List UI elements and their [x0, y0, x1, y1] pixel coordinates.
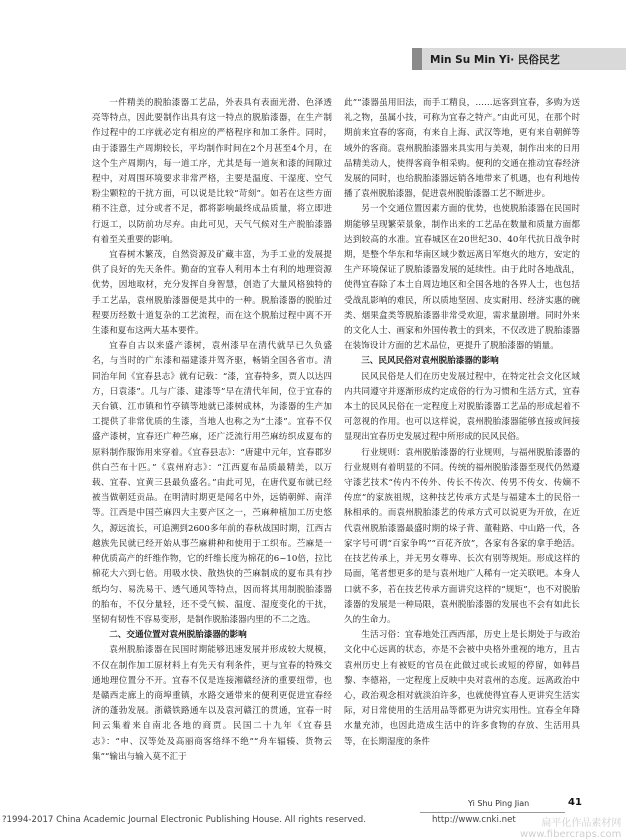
watermark-line: www.fibercraps.com: [520, 829, 622, 840]
section-heading: 三、民风民俗对袁州脱胎漆器的影响: [361, 356, 499, 367]
paragraph: 袁州脱胎漆器在民国时期能够迅速发展并形成较大规模，不仅在制作加工原材料上有先天有利条件，更与宜春的特殊交通地理位置分不开。宜春不仅是连接湘赣经济的重要纽带，也是赣西走廊上的商埠重镇，水路交通带来的便利更促进宜春经济的蓬勃发展。浙赣铁路通车以及袁河赣江的贯通，宜春一时间云集着来自南北各地的商贾。民国二十九年《宜春县志》：“申、汉等处及高丽商客络绎不绝”“舟车辐辏、货物云集”“输出与输入莫不汇于: [92, 645, 332, 762]
header-accent: [412, 48, 422, 70]
website-link[interactable]: http://www.cnki.net: [432, 815, 516, 825]
watermark-line: 扁平化作品素材网: [541, 818, 622, 829]
paragraph: 行业规则：袁州脱胎漆器的行业规则，与福州脱胎漆器的行业规则有着明显的不同。传统的福州脱胎漆器至现代仍然遵守漆艺技术“传内不传外、传长不传次、传男不传女、传嫡不传庶”的家族祖规，这种技艺传承方式是与福建本土的民俗一脉相承的。而袁州脱胎漆艺的传承方式可以说更为开放，在近代袁州脱胎漆器最盛时期的垛子背、董鞋路、中山路一代，各家字号可谓“百家争鸣”“百花齐放”，各家有各家的拿手绝活。在技艺传承上，并无男女尊卑、长次有别等规矩。形成这样的局面，笔者想更多的是与袁州地广人稀有一定关联吧。本身人口就不多，若在技艺传承方面讲究这样的“规矩”，也不对脱胎漆器的发展是一种局限，袁州脱胎漆器的发展也不会有如此长久的生命力。: [344, 447, 580, 625]
section-heading: 二、交通位置对袁州脱胎漆器的影响: [109, 630, 247, 641]
page-number: 41: [568, 797, 582, 808]
left-column: [92, 96, 332, 800]
running-title: Min Su Min Yi· 民俗民艺: [430, 54, 560, 66]
paragraph: 宜春树木繁茂，自然资源及矿藏丰富，为手工业的发展提供了良好的先天条件。勤奋的宜春人利用本土有利的地理资源优势，因地取材，充分发挥自身智慧，创造了大量风格独特的手工艺品，袁州脱胎漆器便是其中的一种。脱胎漆器的脱胎过程要历经数十道复杂的工艺流程，而在这个脱胎过程中离不开生漆和夏布这两大基本要件。: [92, 250, 332, 337]
paragraph: 另一个交通位置因素方面的优势，也使脱胎漆器在民国时期能够呈现繁荣景象，制作出来的工艺品在数量和质量方面都达到较高的水准。宜春城区在20世纪30、40年代抗日战争时期，是整个华东和华南区域少数远离日军炮火的地方，安定的生产环境保证了脱胎漆器发展的延续性。由于此时各地战乱，使得宜春除了本土自周边地区和全国各地的各界人士，也包括受战乱影响的难民，所以质地坚固、皮实耐用、经济实惠的碗类、烟果盒类等脱胎漆器非常受欢迎，需求量剧增。同时外来的文化人士、画家和外国传教士的到来，不仅改进了脱胎漆器在装饰设计方面的艺术品位，更提升了脱胎漆器的销量。: [344, 204, 580, 352]
footer-rule: [420, 812, 565, 813]
paragraph: 生活习俗：宜春地处江西西部，历史上是长期处于与政治文化中心远离的状态，亦是不会被中央格外重视的地方，且古袁州历史上有被贬的官员在此做过或长或短的停留，如韩昌黎、李德裕，一定程度上反映中央对袁州的态度。远离政治中心，政治观念相对就淡泊许多，也就使得宜春人更讲究生活实际，对日常使用的生活用品等都更为讲究实用性。宜春全年降水量充沛，也因此造成生活中的许多食物的存放、生活用具等，在长期湿度的条件: [344, 630, 580, 747]
paragraph: 此”“漆器虽用旧法，而手工精良，……远客到宜春，多购为送礼之物，虽属小技，可称为宜春之特产。”由此可见，在那个时期前来宜春的客商，有来自上海、武汉等地，更有来自朝鲜等域外的客商。袁州脱胎漆器来具实用与美观，制作出来的日用品精美动人，使得客商争相采购。便利的交通在推动宜春经济发展的同时，也给脱胎漆器远销各地带来了机遇，也有利地传播了袁州脱胎漆器，促进袁州脱胎漆器工艺不断进步。: [344, 98, 580, 200]
paragraph: 宜春自古以来盛产漆树，袁州漆早在清代就早已久负盛名，与当时的广东漆和福建漆并驾齐驱，畅销全国各省市。清同治年间《宜春县志》就有记载：“漆，宜春特多，贾人以达四方，曰袁漆”。几与广漆、建漆等”早在清代年间，位于宜春的天台镇、江市镇和竹亭镇等地就已漆树成林，为漆器的生产加工提供了非常优质的生漆，当地人也称之为“土漆”。宜春不仅盛产漆树，宜春还广种苎麻，还广泛流行用苎麻纺织成夏布的原料制作服饰用来穿着。《宜春县志》：“唐建中元年，宜春郡岁供白苎布十匹。”《袁州府志》：“江西夏布品质最精美，以万载、宜春、宜黄三县最负盛名。”由此可见，在唐代夏布就已经被当做朝廷贡品。在明清时期更是闻名中外，远销朝鲜、南洋等。江西是中国苎麻四大主要产区之一，苎麻种植加工历史悠久，源远流长，可追溯到2600多年前的春秋战国时期，江西古越族先民就已经开始从事苎麻耕种和使用于工织布。苎麻是一种优质高产的纤维作物，它的纤维长度为棉花的6~10倍，拉比棉花大六到七倍。用吸水快、散热快的苎麻制成的夏布具有抄纸均匀、易洗易干、透气通风等特点，因而将其用制脱胎漆器的胎布，不仅分量轻，还不受气候、温度、湿度变化的干扰，坚韧有韧性不容易变形，是制作脱胎漆器内里的不二之选。: [92, 341, 332, 625]
copyright-notice: ?1994-2017 China Academic Journal Electronic Publishing House. All rights reserved.: [2, 815, 366, 825]
footer-journal-name: Yi Shu Ping Jian: [468, 799, 530, 808]
watermark: [520, 818, 621, 840]
paragraph: 民风民俗是人们在历史发展过程中，在特定社会文化区域内共同遵守并逐渐形成约定成俗的行为习惯和生活方式，宜春本土的民风民俗在一定程度上对脱胎漆器工艺品的形成起着不可忽视的作用。也可以这样说，袁州脱胎漆器能够直接或间接显现出宜春历史发展过程中所形成的民风民俗。: [344, 371, 580, 443]
right-column: [344, 96, 580, 800]
paragraph: 一件精美的脱胎漆器工艺品，外表具有表面光滑、色泽透亮等特点，因此要制作出具有这一特点的脱胎漆器，在生产制作过程中的工序就必定有相应的严格程序和加工条件。同时，由于漆器生产周期较长，平均制作时间在2个月甚至4个月，在这个生产周期内，每一道工序，尤其是每一道灰和漆的间隙过程中，对周围环境要求非常严格，主要是温度、干湿度、空气粉尘颗粒的干扰方面，可以说是比较“苛刻”。如若在这些方面稍不注意，过分或者不足，都将影响最终成品质量，将立即进行返工，以防前功尽弃。由此可见，天气气候对生产脱胎漆器有着至关重要的影响。: [92, 98, 332, 245]
